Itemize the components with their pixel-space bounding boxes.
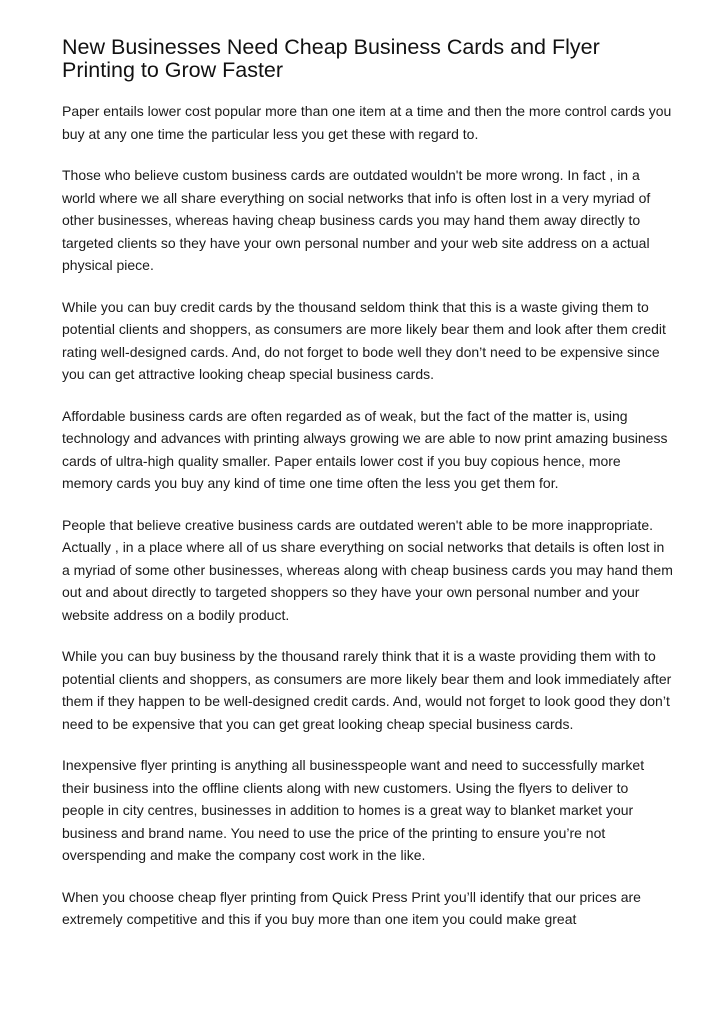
- paragraph-8: When you choose cheap flyer printing from Quick Press Print you’ll identify that our prices are extremely competitive and this if you buy more than one item you could make great: [62, 888, 641, 927]
- paragraph-2: Those who believe custom business cards are outdated wouldn't be more wrong. In fact , in a world where we all share everything on social networks that info is often lost in a very myriad of other businesses, whereas having cheap business cards you may hand them away directly to targeted clients so they have your own personal number and your web site address on a actual physical piece.: [62, 167, 651, 273]
- document-title: New Businesses Need Cheap Business Cards and Flyer Printing to Grow Faster: [62, 35, 600, 82]
- paragraph-5: People that believe creative business cards are outdated weren't able to be more inappropriate. Actually , in a place where all of us share everything on social networks that details is often lost in a myriad of some other businesses, whereas along with cheap business cards you may hand them out and about directly to targeted shoppers so they have your own personal number and your website address on a bodily product.: [62, 516, 673, 623]
- document-page: [62, 36, 674, 950]
- paragraph-1: Paper entails lower cost popular more than one item at a time and then the more control cards you buy at any one time the particular less you get these with regard to.: [62, 103, 672, 142]
- paragraph-4: Affordable business cards are often regarded as of weak, but the fact of the matter is, using technology and advances with printing always growing we are able to now print amazing business cards of ultra-high quality smaller. Paper entails lower cost if you buy copious hence, more memory cards you buy any kind of time one time often the less you get them for.: [62, 407, 668, 491]
- paragraph-3: While you can buy credit cards by the thousand seldom think that this is a waste giving them to potential clients and shoppers, as consumers are more likely bear them and look after them credit rating well-designed cards. And, do not forget to bode well they don’t need to be expensive since you can get attractive looking cheap special business cards.: [62, 298, 666, 382]
- paragraph-6: While you can buy business by the thousand rarely think that it is a waste providing them with to potential clients and shoppers, as consumers are more likely bear them and look immediately after them if they happen to be well-designed credit cards. And, would not forget to look good they don’t need to be expensive that you can get great looking cheap special business cards.: [62, 648, 672, 732]
- paragraph-7: Inexpensive flyer printing is anything all businesspeople want and need to successfully market their business into the offline clients along with new customers. Using the flyers to deliver to people in city centres, businesses in addition to homes is a great way to blanket market your business and brand name. You need to use the price of the printing to ensure you’re not overspending and make the company cost work in the like.: [62, 757, 645, 863]
